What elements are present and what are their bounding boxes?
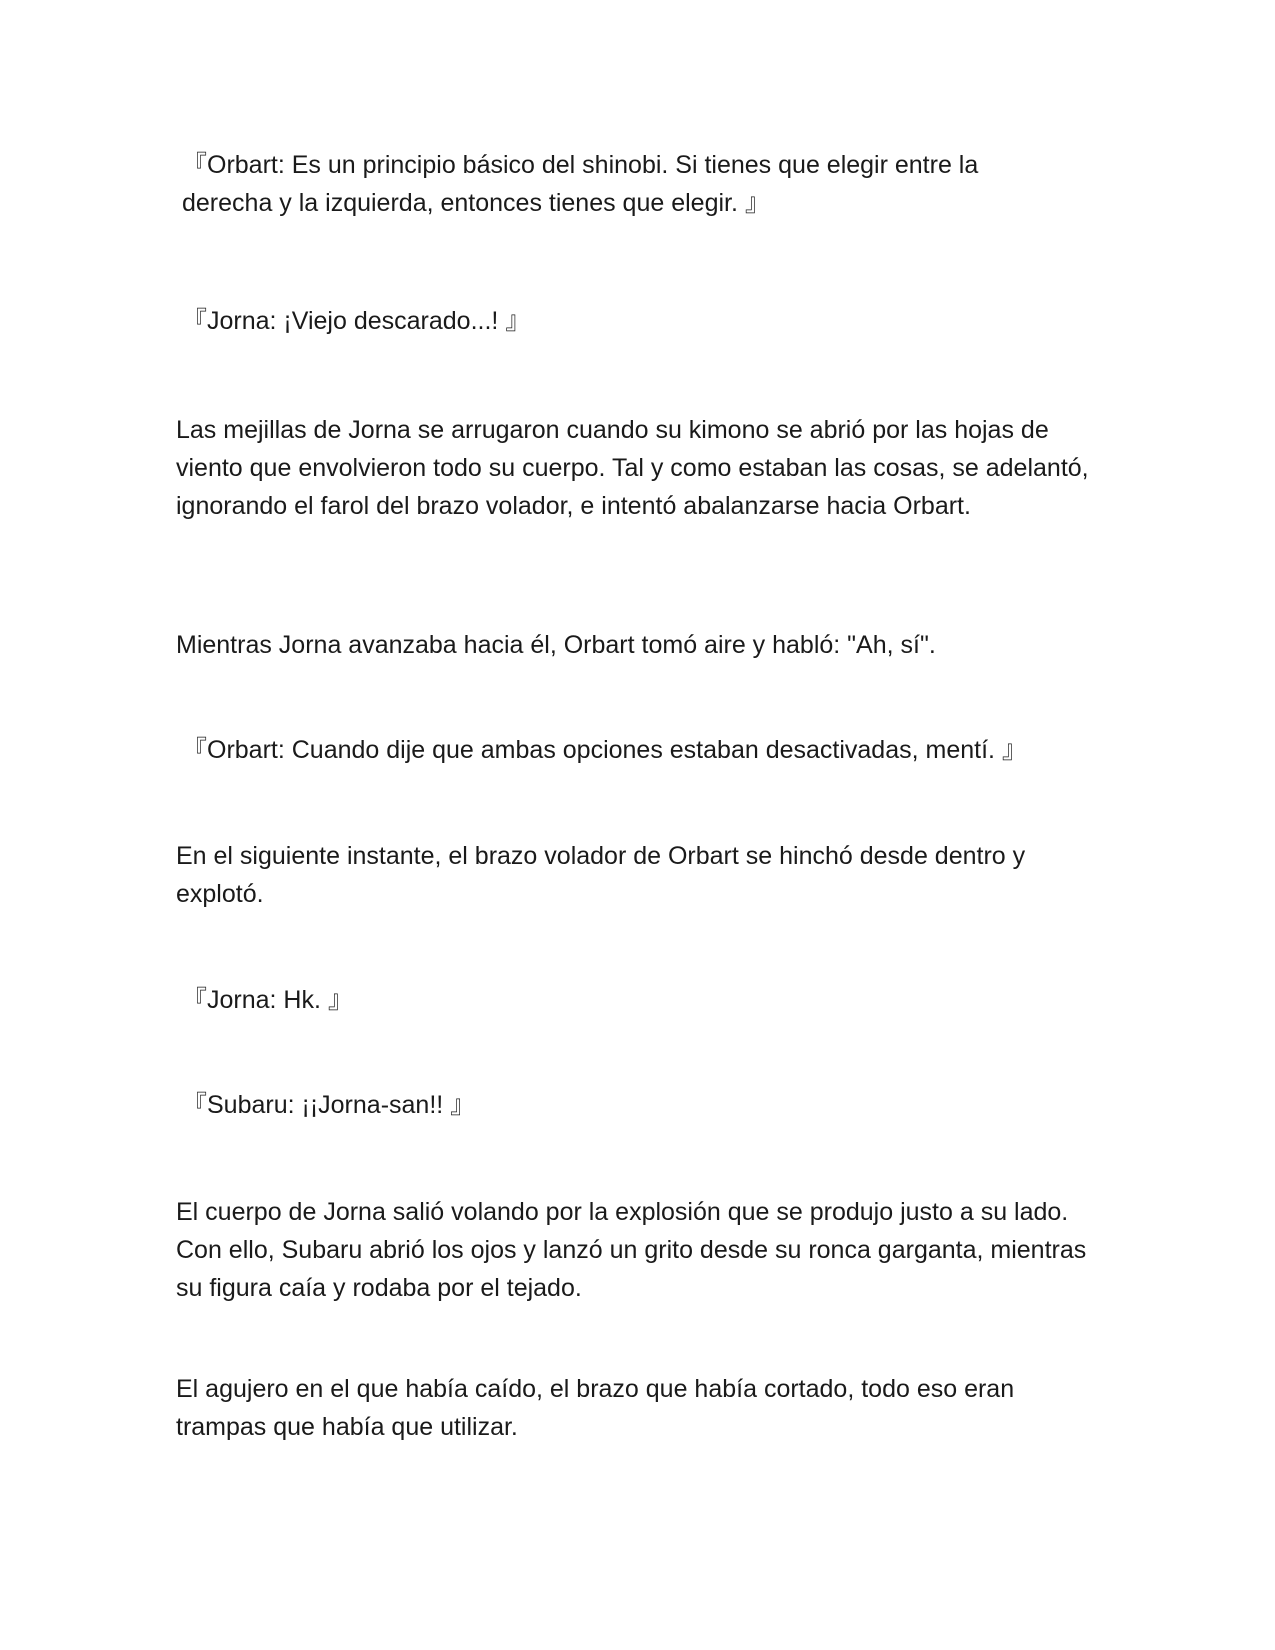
dialogue-subaru-shout: 『Subaru: ¡¡Jorna-san!! 』 bbox=[182, 1091, 476, 1119]
paragraph-jorna-charge: Las mejillas de Jorna se arrugaron cuando su kimono se abrió por las hojas de viento que envolvieron todo su cuerpo. Tal y como estaban las cosas, se adelantó, ignorando el farol del brazo volador, e intentó abalanzarse hacia Orbart. bbox=[176, 416, 1089, 520]
paragraph-jorna-blown-away: El cuerpo de Jorna salió volando por la explosión que se produjo justo a su lado. Con ello, Subaru abrió los ojos y lanzó un grito desde su ronca garganta, mientras su figura caía y rodaba por el tejado. bbox=[176, 1198, 1087, 1302]
paragraph-arm-explodes: En el siguiente instante, el brazo volador de Orbart se hinchó desde dentro y explotó. bbox=[176, 842, 1026, 908]
dialogue-orbart-principle: 『Orbart: Es un principio básico del shinobi. Si tienes que elegir entre la derecha y la izquierda, entonces tienes que elegir. 』 bbox=[182, 151, 979, 217]
paragraph-orbart-speaks: Mientras Jorna avanzaba hacia él, Orbart tomó aire y habló: "Ah, sí". bbox=[176, 631, 936, 659]
dialogue-jorna-hk: 『Jorna: Hk. 』 bbox=[182, 986, 353, 1014]
dialogue-jorna-insult: 『Jorna: ¡Viejo descarado...! 』 bbox=[182, 307, 531, 335]
paragraph-traps: El agujero en el que había caído, el brazo que había cortado, todo eso eran trampas que había que utilizar. bbox=[176, 1375, 1015, 1441]
dialogue-orbart-lie: 『Orbart: Cuando dije que ambas opciones estaban desactivadas, mentí. 』 bbox=[182, 736, 1027, 764]
